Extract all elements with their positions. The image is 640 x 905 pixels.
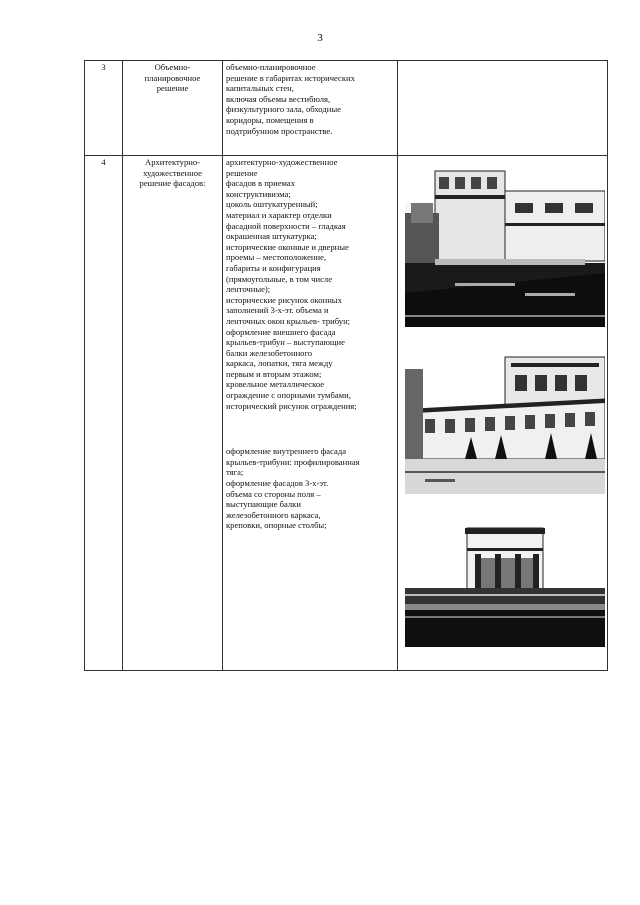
feature-name-line: Архитектурно- <box>144 157 201 167</box>
description-line: заполнений 3-х-эт. объема и <box>226 305 329 316</box>
description-line: (прямоугольные, в том числе <box>226 273 333 284</box>
description-line: ленточных окон крыльев- трибун; <box>226 315 351 326</box>
description-line: первым и вторым этажом; <box>226 368 322 379</box>
description-line: объема со стороны поля – <box>226 488 321 499</box>
description-line: креповки, опорные столбы; <box>226 520 327 531</box>
description-line: балки железобетонного <box>226 347 313 358</box>
feature-name-line: планировочное <box>144 72 201 83</box>
description-line: архитектурно-художественное <box>226 157 338 167</box>
table-row <box>85 61 608 156</box>
photo-cell-empty <box>398 61 608 156</box>
description-line: тяга; <box>226 467 244 478</box>
description-line: коридоры, помещения в <box>226 114 314 125</box>
description-line: выступающие балки <box>226 499 301 510</box>
row-number-cell <box>85 156 123 671</box>
stands-photo-image <box>405 349 605 494</box>
feature-description-cell <box>223 61 398 156</box>
facade-photo-3 <box>405 524 605 647</box>
description-line: фасадов в приемах <box>226 178 295 189</box>
table-row <box>85 156 608 671</box>
description-line: фасадной поверхности – гладкая <box>226 220 346 231</box>
feature-name-line: художественное <box>143 167 202 178</box>
feature-description-cell <box>223 156 398 671</box>
features-table <box>84 60 608 671</box>
description-line: габариты и конфигурация <box>226 262 321 273</box>
facade-photo-2 <box>405 349 605 494</box>
feature-name-cell <box>123 61 223 156</box>
description-line: включая объемы вестибюля, <box>226 93 331 104</box>
description-line: крыльев-трибуни: профилированная <box>226 456 360 467</box>
photo-cell <box>398 156 608 671</box>
description-line: физкультурного зала, обходные <box>226 104 341 115</box>
feature-name-line: решение <box>156 83 189 94</box>
row-number: 4 <box>101 157 106 167</box>
description-line: проемы – местоположение, <box>226 252 327 263</box>
row-number: 3 <box>101 62 106 72</box>
description-line: цоколь оштукатуренный; <box>226 199 318 210</box>
description-line: исторические оконные и дверные <box>226 241 349 252</box>
building-photo-image <box>405 163 605 327</box>
description-block-a <box>226 157 394 411</box>
description-line: ограждение с опорными тумбами, <box>226 390 351 401</box>
description-line: каркаса, лопатки, тяга между <box>226 358 333 369</box>
description-block-b <box>226 446 394 531</box>
facade-photo-1 <box>405 163 605 327</box>
description-line: железобетонного каркаса, <box>226 509 321 520</box>
description-line: объемно-планировочное <box>226 62 316 72</box>
feature-name-cell <box>123 156 223 671</box>
description-line: материал и характер отделки <box>226 209 332 220</box>
description-line: решение <box>226 167 258 178</box>
field-side-photo-image <box>405 524 605 647</box>
description-line: решение в габаритах исторических <box>226 72 355 83</box>
description-line: ленточные); <box>226 284 271 295</box>
description-line: окрашенная штукатурка; <box>226 231 317 242</box>
description-line: оформление фасадов 3-х-эт. <box>226 478 329 489</box>
description-line: оформление внутреннего фасада <box>226 446 347 457</box>
description-line: исторический рисунок ограждения; <box>226 400 357 411</box>
description-line: оформление внешнего фасада <box>226 326 336 337</box>
feature-name-line: Объемно- <box>154 62 191 72</box>
spacer <box>226 411 394 446</box>
description-line: крыльев-трибун – выступающие <box>226 337 345 348</box>
description-line: исторические рисунок оконных <box>226 294 342 305</box>
row-number-cell <box>85 61 123 156</box>
description-line: конструктивизма; <box>226 188 291 199</box>
feature-name-line: решение фасадов: <box>139 178 206 189</box>
description-line: капитальных стен, <box>226 83 294 94</box>
description-line: подтрибунном пространстве. <box>226 125 333 136</box>
description-line: кровельное металлическое <box>226 379 325 390</box>
page-number: 3 <box>317 32 323 44</box>
